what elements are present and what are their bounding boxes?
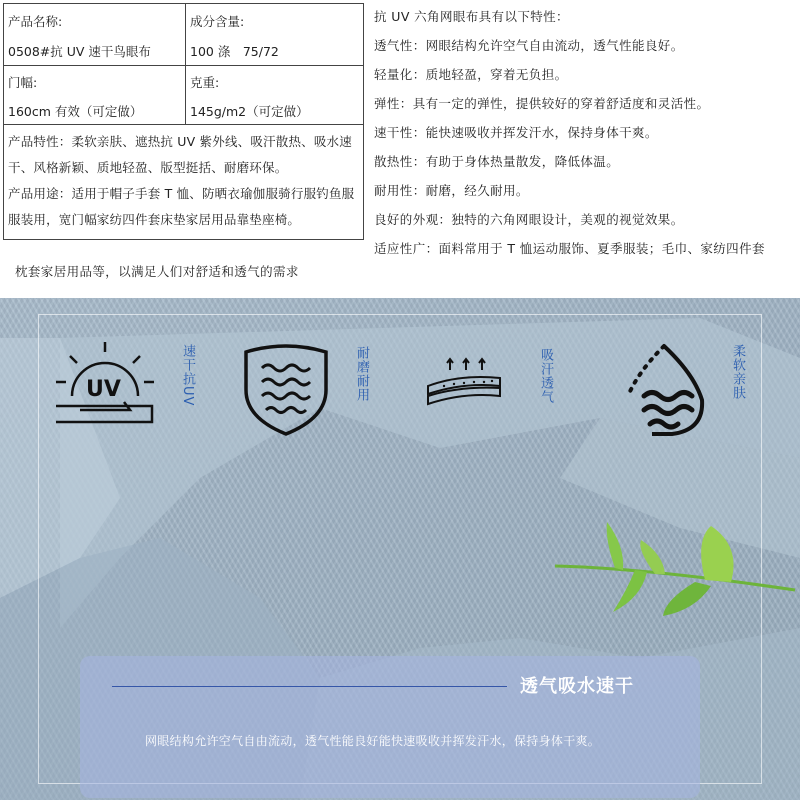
breathable-layers-icon — [420, 356, 508, 416]
weight-value: 145g/m2（可定做） — [190, 104, 309, 119]
product-name-label: 产品名称: — [8, 14, 63, 29]
composition-value: 100 涤 75/72 — [190, 44, 279, 59]
usage-line: 服装用，宽门幅家纺四件套床垫家居用品靠垫座椅。 — [8, 212, 301, 227]
feature-quick-dry-uv — [50, 338, 195, 433]
feature-wear-resistant — [236, 338, 369, 438]
sun-uv-icon — [50, 338, 165, 433]
product-usage-text — [8, 181, 359, 233]
features-line: 产品特性：柔软亲肤、遮热抗 UV 紫外线、吸汗散热、吸水速 — [8, 134, 352, 149]
usage-line: 产品用途：适用于帽子手套 T 恤、防晒衣瑜伽服骑行服钓鱼服 — [8, 186, 355, 201]
feature-label-soft-skin: 柔软亲肤 — [730, 344, 745, 400]
width-label: 门幅: — [8, 75, 38, 90]
properties-wrap-line: 枕套家居用品等，以满足人们对舒适和透气的需求 — [15, 264, 299, 279]
features-line: 干、风格新颖、质地轻盈、版型挺括、耐磨环保。 — [8, 160, 288, 175]
product-name-value: 0508#抗 UV 速干鸟眼布 — [8, 44, 151, 59]
width-value: 160cm 有效（可定做） — [8, 104, 143, 119]
green-leaves-decoration — [545, 520, 800, 650]
product-features-text — [8, 129, 359, 181]
weight-label: 克重: — [190, 75, 220, 90]
property-appearance: 良好的外观：独特的六角网眼设计，美观的视觉效果。 — [374, 212, 684, 227]
spec-row-description — [4, 125, 363, 241]
feature-soft-skin — [612, 340, 745, 440]
properties-heading: 抗 UV 六角网眼布具有以下特性： — [374, 9, 569, 24]
uv-icon-text: UV — [86, 377, 121, 402]
property-lightweight: 轻量化：质地轻盈，穿着无负担。 — [374, 67, 568, 82]
composition-label: 成分含量: — [190, 14, 245, 29]
spec-row-name-composition — [4, 4, 363, 66]
bottom-title: 透气吸水速干 — [520, 676, 634, 697]
water-drop-waves-icon — [612, 340, 716, 440]
property-breathability: 透气性：网眼结构允许空气自由流动，透气性能良好。 — [374, 38, 684, 53]
properties-list — [374, 2, 796, 263]
property-quick-dry: 速干性：能快速吸收并挥发汗水，保持身体干爽。 — [374, 125, 658, 140]
spec-row-width-weight — [4, 66, 363, 125]
feature-label-sweat-breathable: 吸汗透气 — [538, 348, 553, 404]
property-heat-dissipation: 散热性：有助于身体热量散发，降低体温。 — [374, 154, 620, 169]
feature-label-quick-dry-uv: 速干抗UV — [180, 344, 195, 407]
feature-sweat-breathable — [420, 348, 553, 416]
spec-table — [3, 3, 364, 240]
feature-label-wear-resistant: 耐磨耐用 — [354, 346, 369, 402]
bottom-divider-line — [112, 686, 507, 687]
shield-waves-icon — [236, 338, 336, 438]
fabric-banner — [0, 298, 800, 800]
property-applicability: 适应性广：面料常用于 T 恤运动服饰、夏季服装；毛巾、家纺四件套 — [374, 241, 765, 256]
property-durability: 耐用性：耐磨，经久耐用。 — [374, 183, 529, 198]
bottom-description: 网眼结构允许空气自由流动，透气性能良好能快速吸收并挥发汗水，保持身体干爽。 — [145, 734, 601, 748]
property-elasticity: 弹性：具有一定的弹性，提供较好的穿着舒适度和灵活性。 — [374, 96, 710, 111]
